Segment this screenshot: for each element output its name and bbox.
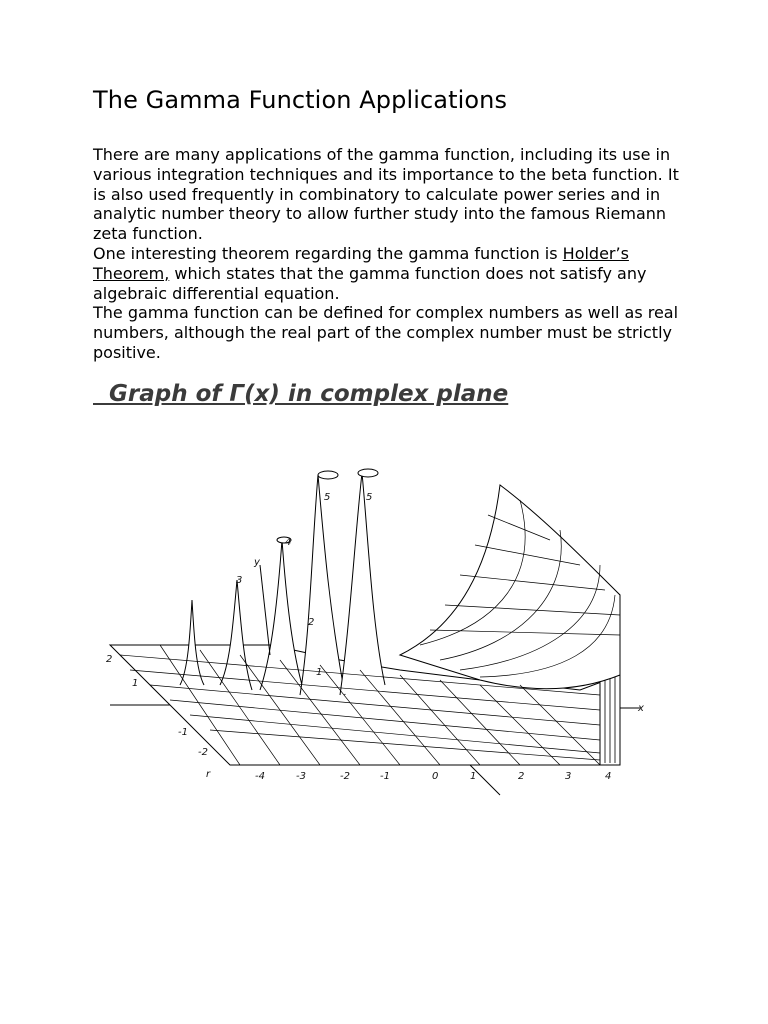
paragraph-holder-intro: One interesting theorem regarding the gamma function is <box>93 243 563 263</box>
x-tick: -4 <box>255 771 265 782</box>
x-axis-label: x <box>638 703 644 714</box>
x-tick: 3 <box>565 771 572 782</box>
peak-2 <box>220 580 252 690</box>
x-tick: 0 <box>432 771 439 782</box>
x-tick: -2 <box>340 771 350 782</box>
x-tick: 2 <box>518 771 525 782</box>
body-text <box>93 145 683 363</box>
paragraph-holder <box>93 244 683 303</box>
peak-5 <box>340 473 385 695</box>
x-tick: -1 <box>380 771 390 782</box>
holder-theorem-link[interactable]: Hοlder’s Theorem, <box>93 243 629 283</box>
paragraph-complex: The gamma function can be defined for complex numbers as well as real numbers, although the real part of the complex number must be strictly positive. <box>93 303 679 362</box>
paragraph-holder-rest: which states that the gamma function does not satisfy any algebraic differential equation. <box>93 263 647 303</box>
peak-label: 3 <box>236 575 243 586</box>
y-tick: -2 <box>198 747 208 758</box>
r-axis-label: r <box>206 769 211 780</box>
peak-label: 5 <box>366 492 373 503</box>
peak-5-top <box>358 469 378 477</box>
x-tick: -3 <box>296 771 306 782</box>
gamma-surface-figure <box>100 455 645 800</box>
peak-4 <box>300 475 345 695</box>
y-tick: 2 <box>106 654 113 665</box>
y-tick: 1 <box>132 678 139 689</box>
section-heading: Graph of Γ(x) in complex plane <box>93 381 509 407</box>
peak-label: 5 <box>324 492 331 503</box>
peak-label: 2 <box>308 617 315 628</box>
right-surface <box>400 485 620 689</box>
x-tick-labels <box>255 771 611 782</box>
x-tick: 1 <box>470 771 477 782</box>
peak-1 <box>180 600 204 685</box>
page-title: The Gamma Function Applications <box>93 86 508 114</box>
y-axis-arrow <box>260 565 270 655</box>
paragraph-applications: There are many applications of the gamma function, including its use in various integration techniques and its importance to the beta function. It is also used frequently in combinatory to calculate power series and in analytic number theory to allow further study into the famous Riemann zeta function. <box>93 145 679 244</box>
peak-label: 1 <box>316 667 323 678</box>
x-tick: 4 <box>605 771 612 782</box>
y-axis-label: y <box>254 557 260 568</box>
peak-3 <box>260 540 305 695</box>
y-tick: -1 <box>178 727 188 738</box>
peak-label: 4 <box>285 537 292 548</box>
peak-4-top <box>318 471 338 479</box>
gamma-surface-svg <box>100 455 645 800</box>
